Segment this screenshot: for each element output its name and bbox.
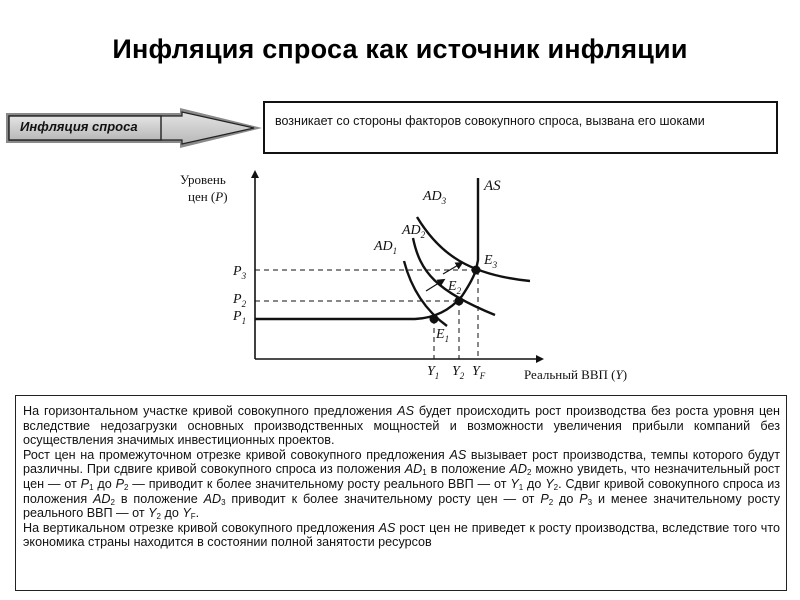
guide-lines: [255, 270, 478, 359]
description-paragraph-2: Рост цен на промежуточном отрезке кривой совокупного предложения AS вызывает рост производства, темпы которого будут различны. При сдвиге кривой совокупного спроса из положения $AD_1$ в положение $AD_2$ можно увидеть, что незначительный рост цен — от $P_1$ до $P_2$ — приводит к более значительному росту реального ВВП — от $Y_1$ до $Y_2$. Сдвиг кривой совокупного спроса из положения $AD_2$ в положение $AD_3$ приводит к более значительному росту цен — от $P_2$ до $P_3$ и менее значительному росту реального ВВП — от $Y_2$ до $Y_F$.: [23, 447, 780, 522]
definition-box: [263, 101, 778, 154]
ad3-label: $AD_3$: [423, 189, 447, 206]
as-label: AS: [484, 178, 501, 194]
e2-label: $E_2$: [448, 279, 462, 296]
x-axis-label: Реальный ВВП (Y): [524, 367, 628, 382]
e1-point: [430, 315, 439, 324]
y1-label: $Y_1$: [427, 364, 440, 381]
e2-point: [455, 297, 464, 306]
description-box: [15, 395, 787, 591]
e3-point: [472, 266, 481, 275]
p2-label: $P_2$: [233, 292, 247, 309]
e1-label: $E_1$: [436, 327, 450, 344]
y-axis-label-line1: Уровень: [180, 172, 226, 187]
y2-label: $Y_2$: [452, 364, 465, 381]
description-paragraph-1: На горизонтальном участке кривой совокупного предложения AS будет происходить рост производства без роста уровня цен вследствие недозагрузки основных производственных мощностей и возможности увеличения прибыли компаний без осуществления значимых инвестиционных проектов.: [23, 404, 780, 448]
ad1-label: $AD_1$: [374, 239, 398, 256]
p3-label: $P_3$: [233, 264, 247, 281]
shift-arrow-2: [443, 264, 460, 274]
y-axis-label-line2: цен (P): [188, 189, 228, 204]
ad-as-graph: [0, 160, 800, 392]
label-arrow: [0, 108, 260, 148]
p1-label: $P_1$: [233, 309, 247, 326]
page-title: Инфляция спроса как источник инфляции: [112, 34, 688, 64]
e3-label: $E_3$: [484, 253, 498, 270]
ad2-label: $AD_2$: [402, 223, 426, 240]
yf-label: $Y_F$: [472, 364, 486, 381]
definition-text: возникает со стороны факторов совокупного спроса, вызвана его шоками: [275, 114, 705, 128]
label-text: Инфляция спроса: [20, 119, 138, 134]
description-paragraph-3: На вертикальном отрезке кривой совокупного предложения AS рост цен не приведет к росту производства, вследствие того что экономика страны находится в состоянии полной занятости ресурсов: [23, 520, 780, 550]
